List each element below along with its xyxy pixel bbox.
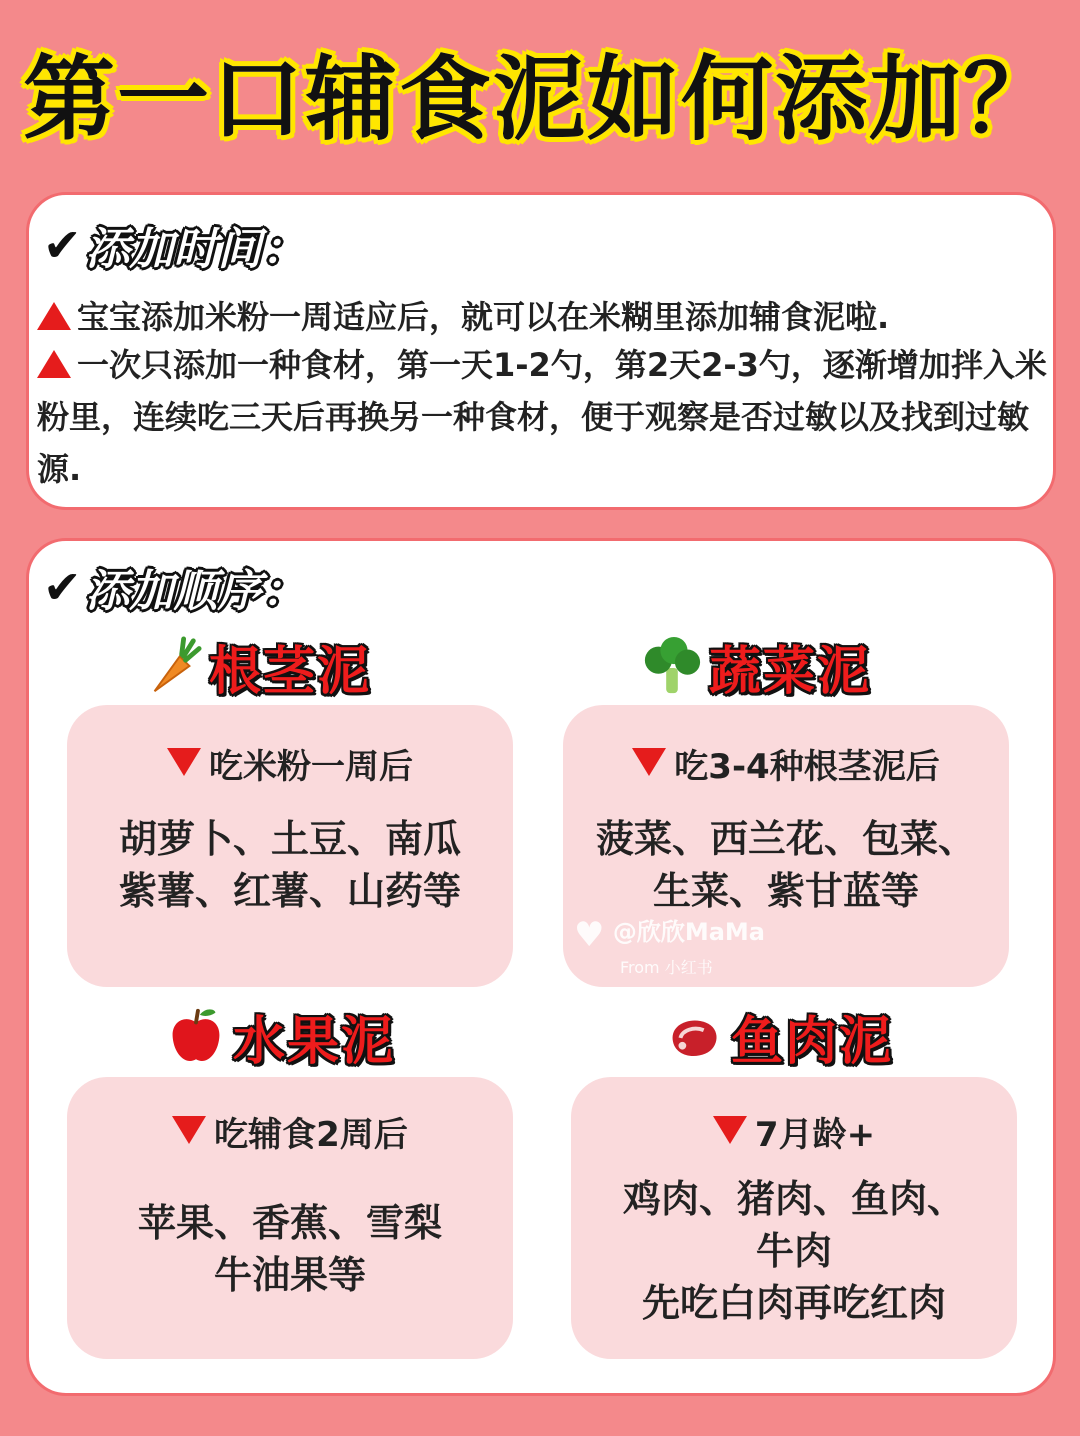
timing-card <box>26 192 1056 510</box>
category-fruit-panel <box>67 1077 513 1359</box>
watermark: ♥ @欣欣MaMa From 小红书 <box>574 915 765 977</box>
timing-heading-text: 添加时间： <box>85 224 306 275</box>
category-vegetable-head: 蔬菜泥 <box>641 631 871 701</box>
category-vegetable-when: 吃3-4种根茎泥后 <box>563 739 1009 788</box>
category-meat-head: 鱼肉泥 <box>663 1001 893 1071</box>
category-fruit-head: 水果泥 <box>165 1001 395 1071</box>
order-heading <box>43 557 306 617</box>
broccoli-icon <box>641 635 703 697</box>
check-icon: ✔ <box>43 218 82 272</box>
heart-logo-icon: ♥ <box>574 915 605 955</box>
category-root-head: 根茎泥 <box>141 631 371 701</box>
order-heading-text: 添加顺序： <box>85 566 306 617</box>
timing-paragraph-1: 宝宝添加米粉一周适应后，就可以在米糊里添加辅食泥啦. <box>37 291 1057 343</box>
timing-heading <box>43 215 306 275</box>
category-meat-when: 7月龄+ <box>571 1107 1017 1156</box>
category-root-when: 吃米粉一周后 <box>67 739 513 788</box>
meat-icon <box>663 1005 725 1067</box>
timing-paragraph-2: 一次只添加一种食材，第一天1-2勺，第2天2-3勺，逐渐增加拌入米粉里，连续吃三天后再换另一种食材，便于观察是否过敏以及找到过敏源. <box>37 346 1047 488</box>
warning-triangle-icon <box>37 302 71 330</box>
category-root-panel <box>67 705 513 987</box>
category-root-foods: 胡萝卜、土豆、南瓜 紫薯、红薯、山药等 <box>118 817 461 913</box>
pointer-triangle-icon <box>632 748 666 776</box>
pointer-triangle-icon <box>172 1116 206 1144</box>
category-fruit-foods: 苹果、香蕉、雪梨 牛油果等 <box>137 1201 442 1297</box>
category-meat-foods: 鸡肉、猪肉、鱼肉、 牛肉 先吃白肉再吃红肉 <box>622 1177 965 1325</box>
pointer-triangle-icon <box>167 748 201 776</box>
carrot-icon <box>141 635 203 697</box>
pointer-triangle-icon <box>713 1116 747 1144</box>
warning-triangle-icon <box>37 350 71 378</box>
apple-icon <box>165 1005 227 1067</box>
page-title: 第一口辅食泥如何添加？ <box>22 46 1057 153</box>
category-fruit-when: 吃辅食2周后 <box>67 1107 513 1156</box>
category-vegetable-foods: 菠菜、西兰花、包菜、 生菜、紫甘蓝等 <box>595 817 976 913</box>
check-icon: ✔ <box>43 560 82 614</box>
category-meat-panel <box>571 1077 1017 1359</box>
order-card <box>26 538 1056 1396</box>
